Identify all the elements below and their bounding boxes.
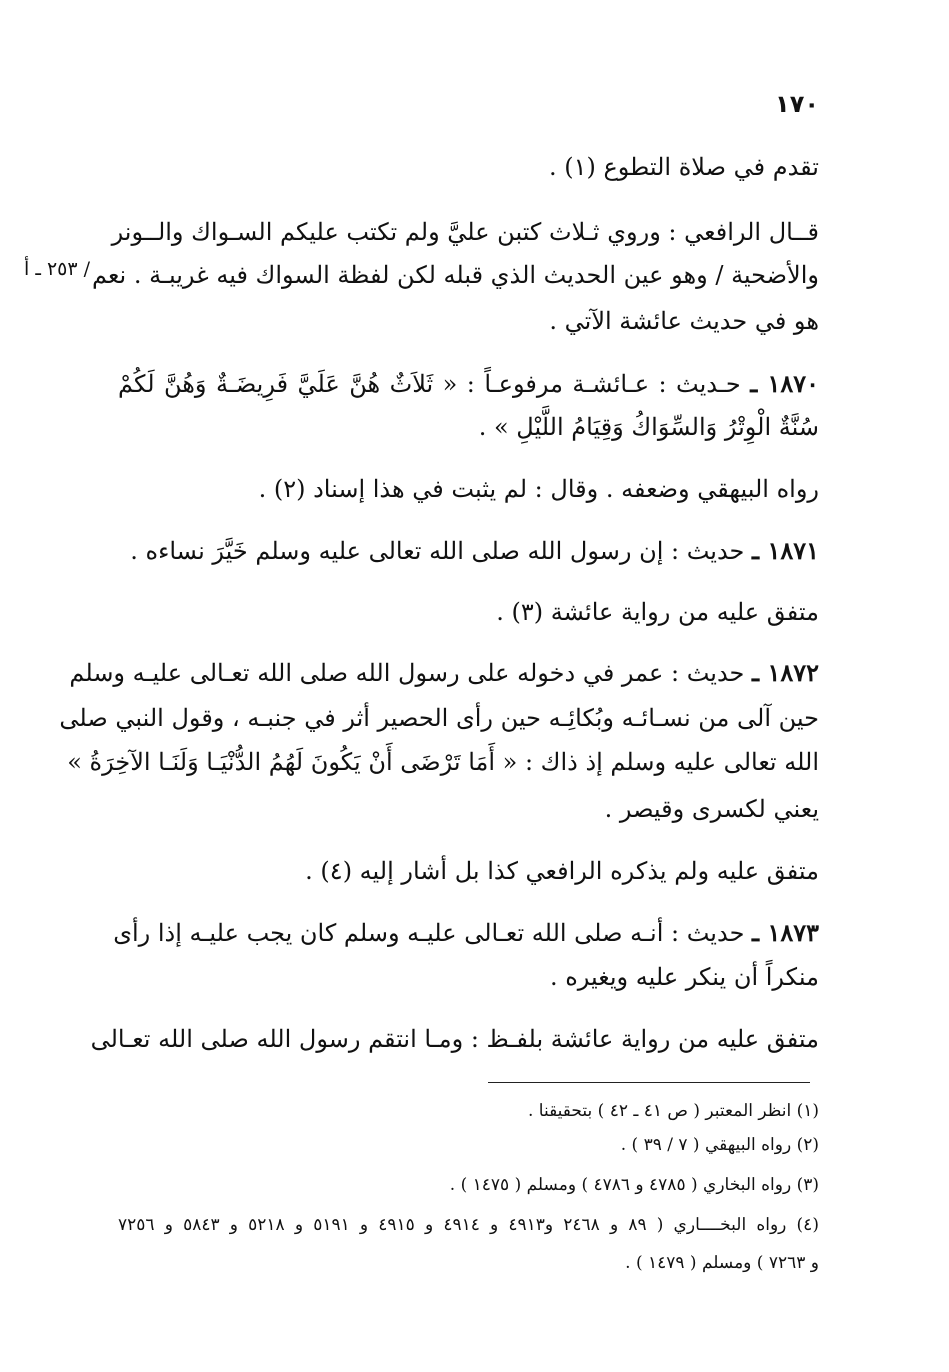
hadith-number: ١٨٧٠ ـ <box>750 369 819 398</box>
text-line-3: والأضحية / وهو عين الحديث الذي قبله لكن لفظة السواك فيه غريبـة . نعم <box>91 261 819 289</box>
hadith-1872-line-4: يعني لكسرى وقيصر . <box>604 795 819 823</box>
hadith-1873-line-1 <box>113 916 819 950</box>
hadith-1871-line <box>130 534 819 568</box>
text-line-9: متفق عليه من رواية عائشة (٣) . <box>496 598 819 626</box>
hadith-text: حديث : أنـه صلى الله تعـالى عليـه وسلم كان يجب عليـه إذا رأى <box>113 919 745 947</box>
text-line-17: متفق عليه من رواية عائشة بلفـظ : ومـا انتقم رسول الله صلى الله تعـالى <box>90 1025 819 1053</box>
text-line-4: هو في حديث عائشة الآتي . <box>549 307 819 335</box>
hadith-number: ١٨٧٣ ـ <box>752 918 819 947</box>
hadith-number: ١٨٧٢ ـ <box>752 658 819 687</box>
footnote-1: (١) انظر المعتبر ( ص ٤١ ـ ٤٢ ) بتحقيقنا . <box>527 1101 819 1121</box>
hadith-1872-line-2: حين آلى من نسـائـه وبُكائِـه حين رأى الحصير أثر في جنبـه ، وقول النبي صلى <box>59 704 819 732</box>
text-line-2: قــال الرافعي : وروي ثـلاث كتبن عليَّ ولم تكتب عليكم السـواك والــونر <box>111 218 819 246</box>
hadith-1870-line-1 <box>118 367 819 401</box>
hadith-1872-line-3: الله تعالى عليه وسلم إذ ذاك : « أَمَا تَرْضَى أَنْ يَكُونَ لَهُمُ الدُّنْيَـا وَلَنَـا الآخِرَةُ » <box>67 748 819 776</box>
margin-manuscript-reference: / ٢٥٣ ـ أ <box>24 258 91 280</box>
footnote-4-line-2: و ٧٢٦٣ ) ومسلم ( ١٤٧٩ ) . <box>625 1253 819 1273</box>
hadith-number: ١٨٧١ ـ <box>752 536 819 565</box>
hadith-text: حديث : عمر في دخوله على رسول الله صلى الله تعـالى عليـه وسلم <box>69 659 745 687</box>
hadith-text: حديث : إن رسول الله صلى الله تعالى عليه وسلم خَيَّرَ نساءه . <box>130 537 745 565</box>
footnote-2: (٢) رواه البيهقي ( ٧ / ٣٩ ) . <box>620 1135 819 1155</box>
hadith-text: حـديث : عـائشـة مرفوعـاً : « ثَلاَثٌ هُنَّ عَلَيَّ فَرِيضَـةٌ وَهُنَّ لَكُمْ <box>118 370 741 398</box>
footnote-separator <box>488 1082 810 1083</box>
hadith-1870-line-2: سُنَّةٌ الْوِتْرُ وَالسِّوَاكُ وَقِيَامُ اللَّيْلِ » . <box>478 413 819 441</box>
text-line-7: رواه البيهقي وضعفه . وقال : لم يثبت في هذا إسناد (٢) . <box>258 475 819 503</box>
hadith-1872-line-1 <box>69 656 819 690</box>
page-number: ١٧٠ <box>775 90 819 118</box>
footnote-3: (٣) رواه البخاري ( ٤٧٨٥ و ٤٧٨٦ ) ومسلم ( ١٤٧٥ ) . <box>449 1175 819 1195</box>
footnote-4-line-1: (٤) رواه البخــــاري ( ٨٩ و ٢٤٦٨ و٤٩١٣ و ٤٩١٤ و ٤٩١٥ و ٥١٩١ و ٥٢١٨ و ٥٨٤٣ و ٧٢٥٦ <box>118 1215 819 1235</box>
text-line-14: متفق عليه ولم يذكره الرافعي كذا بل أشار إليه (٤) . <box>305 857 819 885</box>
hadith-1873-line-2: منكراً أن ينكر عليه ويغيره . <box>549 963 819 991</box>
text-line-1: تقدم في صلاة التطوع (١) . <box>548 153 819 181</box>
